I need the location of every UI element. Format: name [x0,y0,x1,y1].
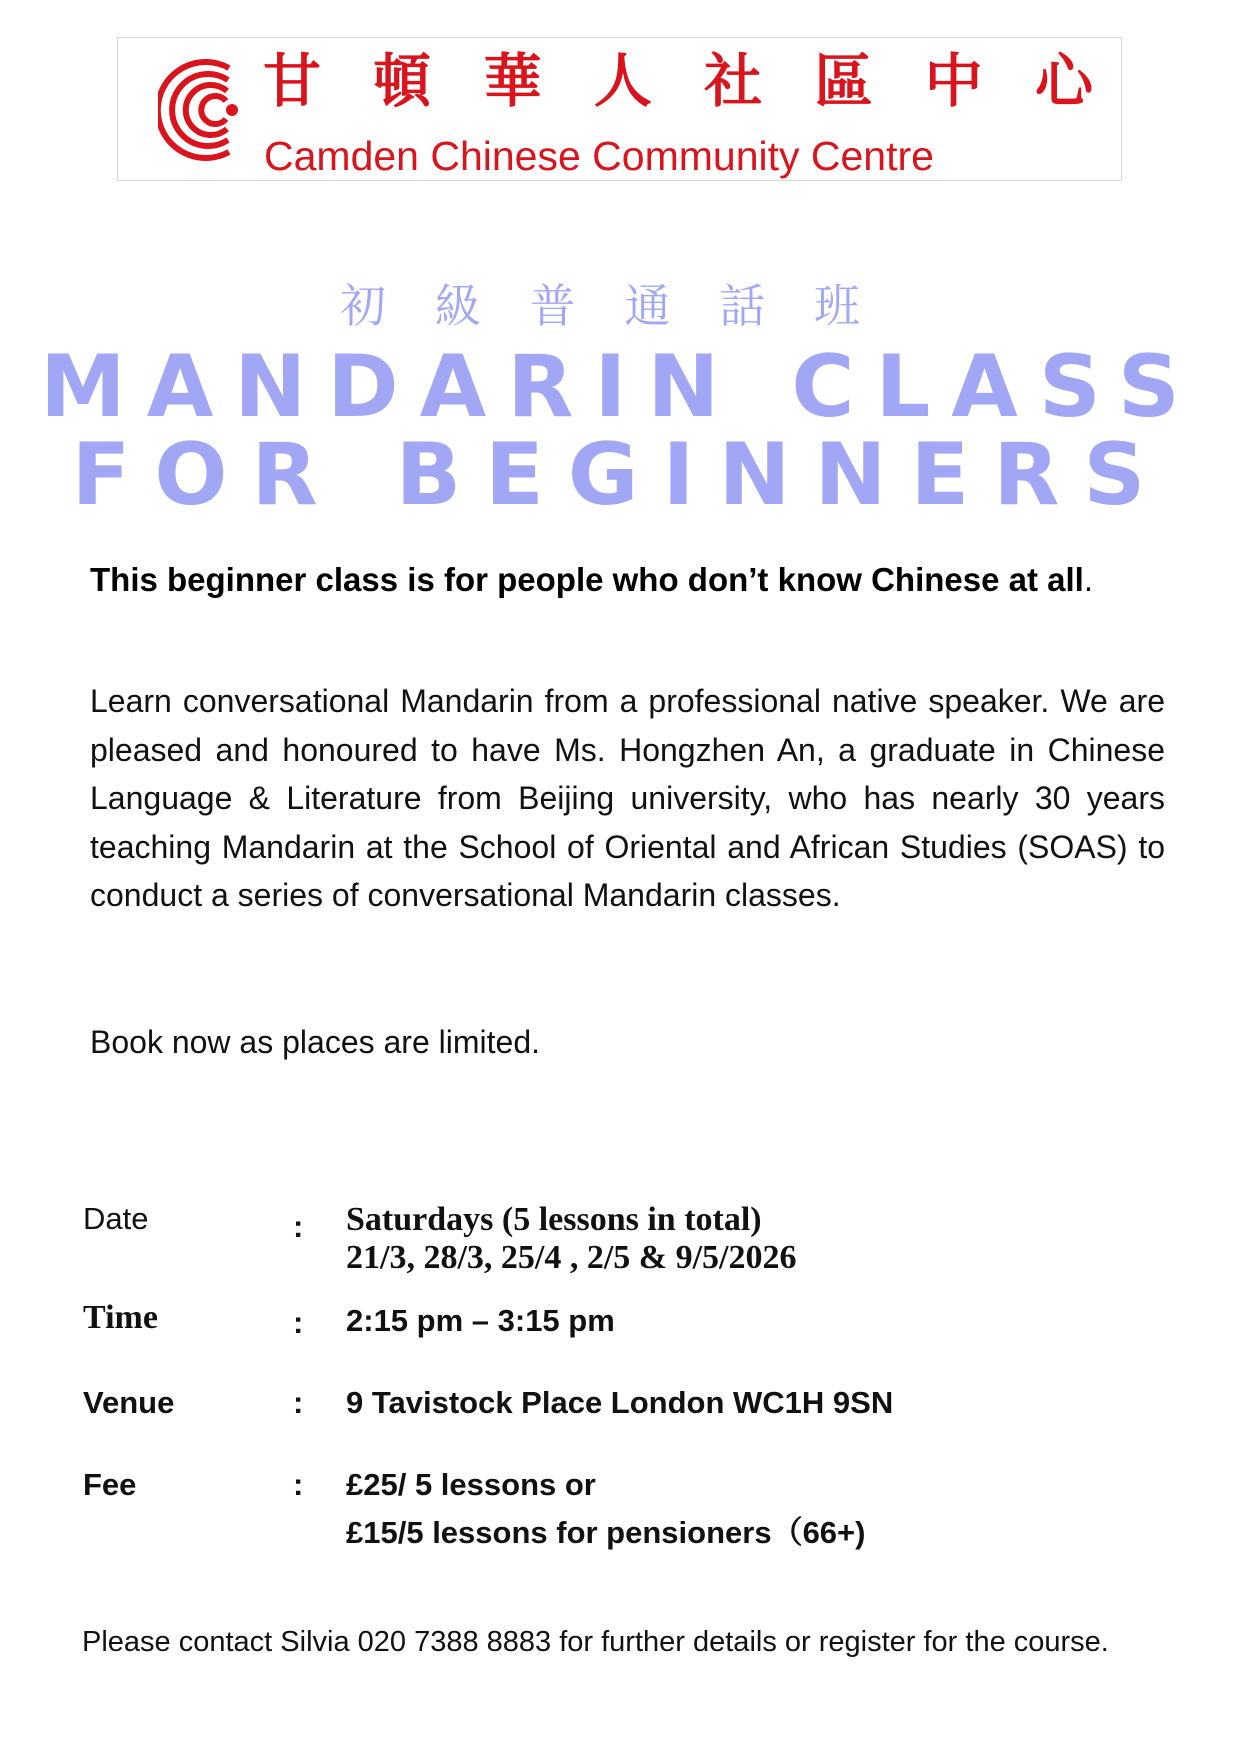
logo-banner [117,37,1122,181]
time-colon: : [293,1305,304,1340]
subtitle-char: 通 [624,279,671,333]
date-value-line-1: Saturdays (5 lessons in total) [346,1201,762,1238]
logo-char: 華 [483,47,542,115]
logo-char: 人 [593,47,652,115]
chinese-class-title [340,278,860,334]
time-label: Time [83,1299,158,1336]
subtitle-char: 級 [434,279,481,333]
logo-char: 心 [1034,47,1093,115]
date-value-line-2: 21/3, 28/3, 25/4 , 2/5 & 9/5/2026 [346,1239,797,1276]
book-now-note: Book now as places are limited. [90,1024,540,1060]
venue-label: Venue [83,1385,175,1420]
fee-label: Fee [83,1467,137,1502]
main-title-line-1: MANDARIN CLASS [40,337,1201,437]
class-description: Learn conversational Mandarin from a professional native speaker. We are pleased and honoured to have Ms. Hongzhen An, a graduate in Chinese Language & Literature from Beijing university, who has nearly 30 years teaching Mandarin at the School of Oriental and African Studies (SOAS) to conduct a series of conversational Mandarin classes. [90,683,1165,913]
subtitle-char: 話 [719,279,766,333]
ccc-logo-icon [158,46,250,174]
main-title-line-2: FOR BEGINNERS [71,425,1170,525]
subtitle-char: 初 [340,279,386,333]
logo-chinese-name [263,44,1093,118]
intro-end-punct: . [1083,561,1094,598]
logo-char: 社 [704,47,763,115]
logo-char: 甘 [263,47,322,115]
subtitle-char: 普 [529,279,576,333]
fee-value-line-2: £15/5 lessons for pensioners（66+) [346,1515,866,1550]
logo-char: 區 [814,47,873,115]
logo-char: 頓 [373,47,432,115]
fee-value-line-1: £25/ 5 lessons or [346,1467,596,1502]
intro-statement [90,554,1170,606]
logo-char: 中 [924,47,983,115]
logo-english-name: Camden Chinese Community Centre [264,133,934,179]
time-value: 2:15 pm – 3:15 pm [346,1303,615,1338]
venue-value: 9 Tavistock Place London WC1H 9SN [346,1385,894,1420]
contact-info: Please contact Silvia 020 7388 8883 for further details or register for the course. [82,1626,1109,1658]
venue-colon: : [293,1385,304,1420]
fee-colon: : [293,1467,304,1502]
date-colon: : [293,1209,304,1244]
subtitle-char: 班 [813,279,860,333]
intro-bold-text: This beginner class is for people who don’t know Chinese at all [90,561,1084,598]
date-label: Date [83,1201,149,1236]
